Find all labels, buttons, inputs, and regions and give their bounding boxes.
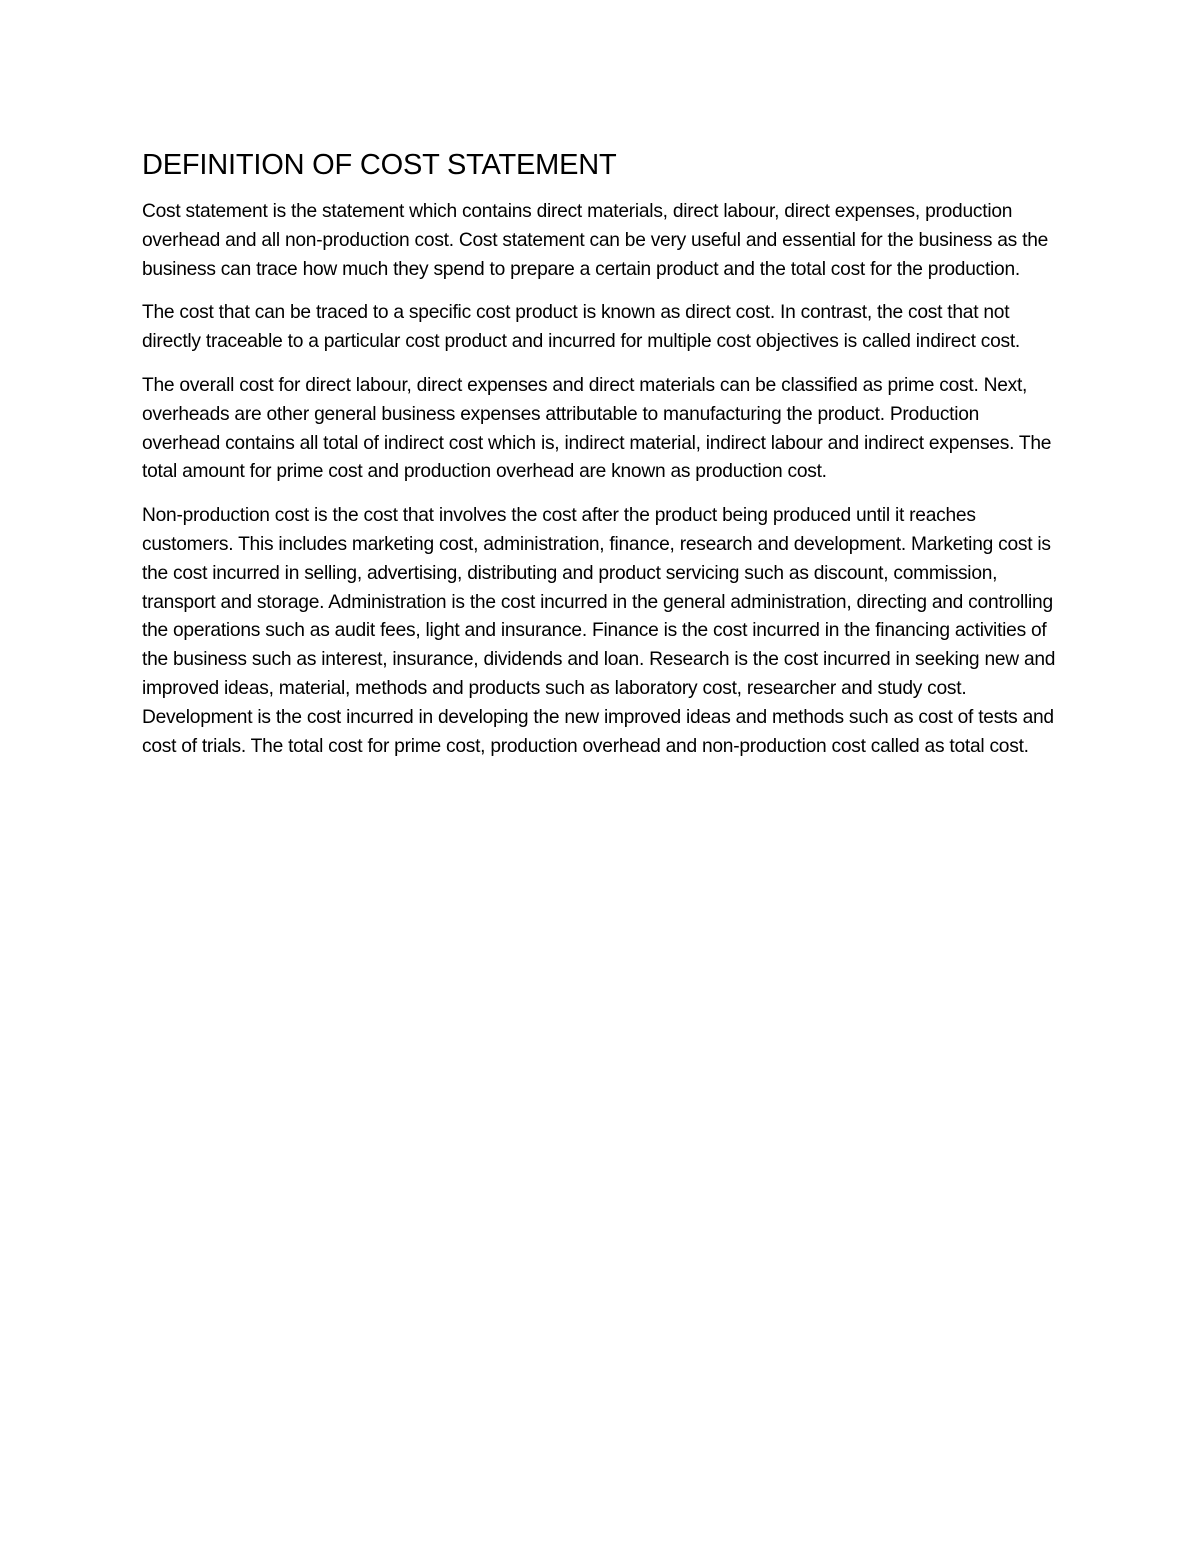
document-title: DEFINITION OF COST STATEMENT xyxy=(142,149,617,181)
paragraph-non-production-cost: Non-production cost is the cost that involves the cost after the product being produced until it reaches customers. This includes marketing cost, administration, finance, research and development. Marketing cost is the cost incurred in selling, advertising, distributing and product servicing such as discount, commission, transport and storage. Administration is the cost incurred in the general administration, directing and controlling the operations such as audit fees, light and insurance. Finance is the cost incurred in the financing activities of the business such as interest, insurance, dividends and loan. Research is the cost incurred in seeking new and improved ideas, material, methods and products such as laboratory cost, researcher and study cost. Development is the cost incurred in developing the new improved ideas and methods such as cost of tests and cost of trials. The total cost for prime cost, production overhead and non-production cost called as total cost. xyxy=(142,505,1056,757)
paragraph-direct-indirect-cost: The cost that can be traced to a specific cost product is known as direct cost. In contrast, the cost that not directly traceable to a particular cost product and incurred for multiple cost objectives is called indirect cost. xyxy=(142,302,1020,353)
document-body xyxy=(142,146,1062,776)
paragraph-prime-production-cost: The overall cost for direct labour, direct expenses and direct materials can be classified as prime cost. Next, overheads are other general business expenses attributable to manufacturing the product. Production overhead contains all total of indirect cost which is, indirect material, indirect labour and indirect expenses. The total amount for prime cost and production overhead are known as production cost. xyxy=(142,374,1052,483)
paragraph-cost-statement-definition: Cost statement is the statement which contains direct materials, direct labour, direct expenses, production overhead and all non-production cost. Cost statement can be very useful and essential for the business as the business can trace how much they spend to prepare a certain product and the total cost for the production. xyxy=(142,201,1049,280)
